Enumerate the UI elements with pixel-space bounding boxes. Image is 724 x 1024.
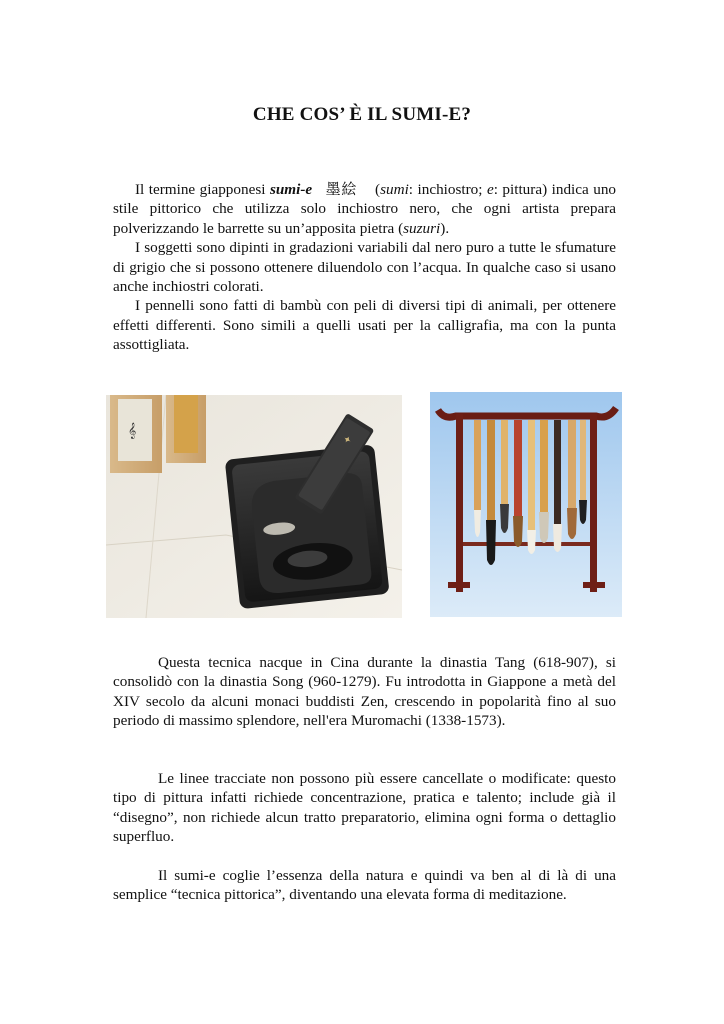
intro-text-end: ). — [440, 219, 450, 237]
svg-text:✦: ✦ — [340, 433, 354, 448]
intro-text-a: Il termine giapponesi — [135, 181, 270, 198]
paren-open: ( — [375, 181, 381, 198]
history-text: Questa tecnica nacque in Cina durante la dinastia Tang (618-907), si consolidò con la dinastia Song (960-1279). Fu introdotta in Giappone a metà del XIV secolo da alcuni monaci buddisti Zen, crescendo in popolarità fino al suo periodo di massimo splendore, nell'era Muromachi (1338-1573). — [113, 654, 616, 730]
ink-stone-photo — [106, 395, 402, 618]
brush-rack-photo — [430, 392, 622, 617]
intro-text — [113, 180, 616, 355]
intro-p2-text: I soggetti sono dipinti in gradazioni variabili dal nero puro a tutte le sfumature di grigio che si possono ottenere diluendolo con l’acqua. In qualche caso si usano anche inchiostri colorati. — [113, 239, 616, 296]
kanji-sumi-e: 墨絵 — [325, 180, 358, 198]
lines-paragraph — [113, 769, 616, 847]
term-sumi-e: sumi-e — [269, 181, 313, 198]
term-e: e — [486, 181, 494, 198]
intro-paragraph-2 — [113, 238, 616, 296]
intro-paragraph-1 — [113, 180, 616, 238]
svg-text:𝄞: 𝄞 — [128, 423, 137, 439]
intro-text-d: : pittura) indica uno stile pittorico che utilizza solo inchiostro nero, che ogni artista prepara polverizzando le barrette su un’apposita pietra ( — [113, 181, 617, 237]
brush-rack-illustration — [430, 392, 622, 617]
nature-text: Il sumi-e coglie l’essenza della natura e quindi va ben al di là di una semplice “tecnica pittorica”, diventando una elevata forma di meditazione. — [113, 867, 616, 904]
lines-text: Le linee tracciate non possono più essere cancellate o modificate: questo tipo di pittura infatti richiede concentrazione, pratica e talento; include già il “disegno”, non richiede alcun tratto preparatorio, elimina ogni forma o dettaglio superfluo. — [113, 770, 616, 846]
nature-paragraph — [113, 866, 616, 905]
intro-paragraph-3 — [113, 296, 616, 354]
ink-stone-illustration — [106, 395, 402, 618]
page-title: CHE COS’ È IL SUMI-E? — [252, 104, 472, 125]
intro-p3-text: I pennelli sono fatti di bambù con peli di diversi tipi di animali, per ottenere effetti differenti. Sono simili a quelli usati per la calligrafia, ma con la punta assottigliata. — [113, 297, 616, 354]
intro-text-c: : inchiostro; — [408, 181, 487, 198]
term-suzuri: suzuri — [403, 219, 441, 237]
history-paragraph — [113, 653, 616, 731]
term-sumi: sumi — [380, 181, 409, 198]
